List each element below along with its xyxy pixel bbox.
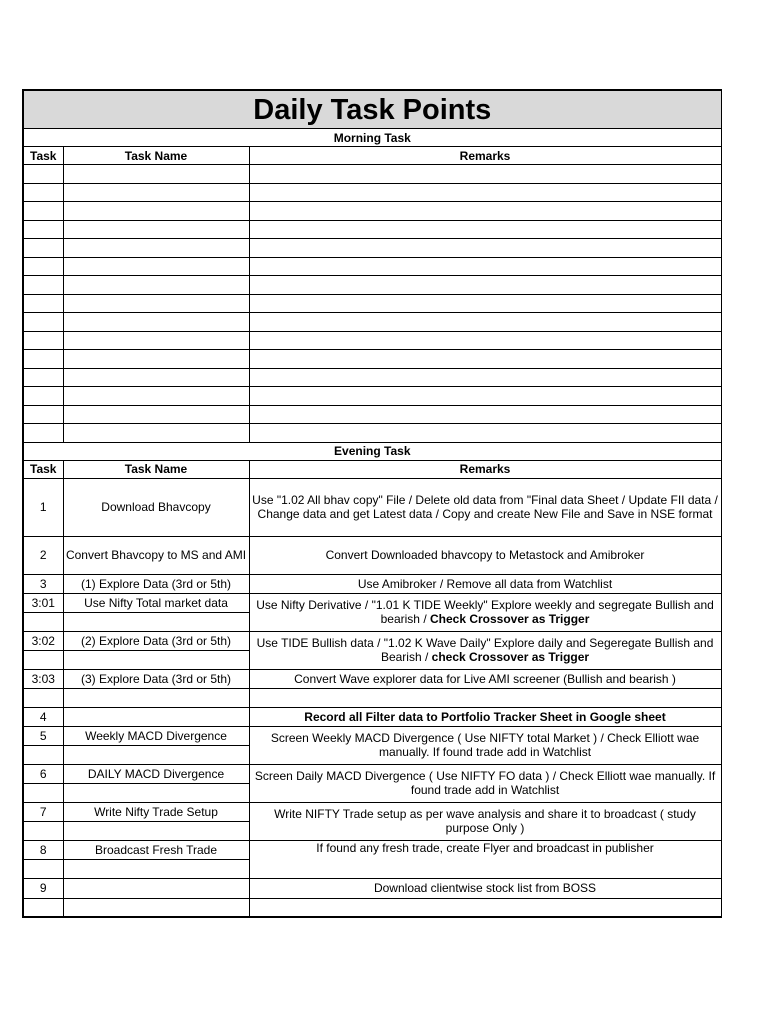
table-row <box>23 313 721 332</box>
task-name-cell <box>63 183 249 202</box>
table-row <box>23 387 721 406</box>
remarks-cell <box>249 331 721 350</box>
task-cell <box>23 294 63 313</box>
task-name-cell: Write Nifty Trade Setup <box>63 802 249 821</box>
evening-section-label: Evening Task <box>23 442 721 460</box>
table-row <box>23 257 721 276</box>
table-row <box>23 631 721 650</box>
task-name-cell <box>63 707 249 726</box>
task-cell <box>23 745 63 764</box>
task-column-header: Task <box>23 147 63 165</box>
task-cell <box>23 331 63 350</box>
table-row <box>23 802 721 821</box>
task-cell <box>23 350 63 369</box>
task-cell: 3 <box>23 574 63 593</box>
morning-header-row <box>23 147 721 165</box>
task-name-cell <box>63 350 249 369</box>
remarks-text: Write NIFTY Trade setup as per wave analysis and share it to broadcast ( study purpose Only ) <box>274 807 696 835</box>
task-name-cell <box>63 276 249 295</box>
task-name-cell <box>63 612 249 631</box>
task-name-cell <box>63 405 249 424</box>
task-cell <box>23 368 63 387</box>
task-cell: 1 <box>23 478 63 536</box>
table-row <box>23 183 721 202</box>
task-name-cell <box>63 898 249 917</box>
remarks-cell <box>249 239 721 258</box>
table-row <box>23 574 721 593</box>
table-row <box>23 424 721 443</box>
remarks-cell <box>249 631 721 669</box>
table-row <box>23 688 721 707</box>
task-cell <box>23 821 63 840</box>
remarks-cell: Use Amibroker / Remove all data from Watchlist <box>249 574 721 593</box>
task-cell: 7 <box>23 802 63 821</box>
task-cell <box>23 405 63 424</box>
remarks-emphasis: Check Crossover as Trigger <box>429 612 590 626</box>
task-cell: 3:03 <box>23 669 63 688</box>
task-name-cell <box>63 165 249 184</box>
remarks-cell <box>249 313 721 332</box>
task-name-cell: Broadcast Fresh Trade <box>63 840 249 859</box>
table-row <box>23 331 721 350</box>
task-name-cell <box>63 688 249 707</box>
remarks-cell <box>249 840 721 878</box>
task-name-cell <box>63 294 249 313</box>
task-name-column-header: Task Name <box>63 460 249 478</box>
remarks-text: If found any fresh trade, create Flyer and broadcast in publisher <box>316 840 654 855</box>
daily-task-sheet <box>22 89 722 918</box>
remarks-cell <box>249 898 721 917</box>
task-name-cell <box>63 878 249 898</box>
remarks-text: Use TIDE Bullish data / "1.02 K Wave Daily" Explore daily and Segeregate Bullish and Bearish / <box>256 636 714 664</box>
task-cell: 6 <box>23 764 63 783</box>
table-row <box>23 220 721 239</box>
task-cell <box>23 859 63 878</box>
remarks-cell <box>249 405 721 424</box>
task-cell <box>23 688 63 707</box>
remarks-cell <box>249 802 721 840</box>
remarks-column-header: Remarks <box>249 147 721 165</box>
remarks-cell <box>249 350 721 369</box>
evening-task-rows <box>23 478 721 917</box>
task-cell: 3:02 <box>23 631 63 650</box>
page-title: Daily Task Points <box>23 90 721 129</box>
table-row <box>23 350 721 369</box>
remarks-cell <box>249 257 721 276</box>
table-row <box>23 368 721 387</box>
remarks-cell: Use "1.02 All bhav copy" File / Delete old data from "Final data Sheet / Update FII data / Change data and get Latest data / Copy and create New File and Save in NSE format <box>249 478 721 536</box>
table-row <box>23 276 721 295</box>
remarks-cell: Convert Downloaded bhavcopy to Metastock and Amibroker <box>249 536 721 574</box>
table-row <box>23 764 721 783</box>
task-name-cell: Convert Bhavcopy to MS and AMI <box>63 536 249 574</box>
morning-section-label: Morning Task <box>23 129 721 147</box>
remarks-cell: Convert Wave explorer data for Live AMI screener (Bullish and bearish ) <box>249 669 721 688</box>
remarks-emphasis: check Crossover as Trigger <box>431 650 590 664</box>
table-row <box>23 405 721 424</box>
task-name-cell: DAILY MACD Divergence <box>63 764 249 783</box>
task-cell <box>23 313 63 332</box>
task-name-cell: Weekly MACD Divergence <box>63 726 249 745</box>
table-row <box>23 707 721 726</box>
remarks-cell <box>249 165 721 184</box>
morning-task-rows <box>23 165 721 443</box>
task-name-column-header: Task Name <box>63 147 249 165</box>
table-row <box>23 878 721 898</box>
table-row <box>23 669 721 688</box>
task-cell <box>23 257 63 276</box>
remarks-cell <box>249 593 721 631</box>
task-name-cell <box>63 821 249 840</box>
task-name-cell: (1) Explore Data (3rd or 5th) <box>63 574 249 593</box>
remarks-cell <box>249 276 721 295</box>
task-name-cell <box>63 368 249 387</box>
table-row <box>23 593 721 612</box>
task-name-cell <box>63 650 249 669</box>
remarks-cell: Record all Filter data to Portfolio Tracker Sheet in Google sheet <box>249 707 721 726</box>
remarks-cell <box>249 202 721 221</box>
task-cell <box>23 220 63 239</box>
remarks-cell <box>249 368 721 387</box>
table-row <box>23 898 721 917</box>
task-name-cell <box>63 859 249 878</box>
task-cell <box>23 650 63 669</box>
task-name-cell <box>63 313 249 332</box>
task-name-cell <box>63 257 249 276</box>
task-cell: 3:01 <box>23 593 63 612</box>
remarks-text: Screen Daily MACD Divergence ( Use NIFTY FO data ) / Check Elliott wae manually. If found trade add in Watchlist <box>254 769 716 797</box>
task-name-cell <box>63 239 249 258</box>
task-cell <box>23 612 63 631</box>
task-name-cell: Use Nifty Total market data <box>63 593 249 612</box>
remarks-cell: Download clientwise stock list from BOSS <box>249 878 721 898</box>
task-cell <box>23 424 63 443</box>
task-cell: 4 <box>23 707 63 726</box>
task-cell <box>23 202 63 221</box>
task-name-cell <box>63 331 249 350</box>
remarks-cell <box>249 688 721 707</box>
task-name-cell <box>63 745 249 764</box>
remarks-cell <box>249 220 721 239</box>
remarks-cell <box>249 387 721 406</box>
task-cell <box>23 183 63 202</box>
table-row <box>23 840 721 859</box>
task-name-cell: Download Bhavcopy <box>63 478 249 536</box>
task-cell <box>23 239 63 258</box>
table-row <box>23 726 721 745</box>
task-cell <box>23 276 63 295</box>
remarks-cell <box>249 424 721 443</box>
remarks-cell <box>249 294 721 313</box>
table-row <box>23 478 721 536</box>
task-name-cell: (2) Explore Data (3rd or 5th) <box>63 631 249 650</box>
remarks-text: Use Nifty Derivative / "1.01 K TIDE Weekly" Explore weekly and segregate Bullish and bearish / <box>256 598 714 626</box>
evening-header-row <box>23 460 721 478</box>
remarks-column-header: Remarks <box>249 460 721 478</box>
task-cell <box>23 387 63 406</box>
task-cell <box>23 165 63 184</box>
task-cell: 9 <box>23 878 63 898</box>
task-name-cell <box>63 220 249 239</box>
table-row <box>23 294 721 313</box>
task-name-cell <box>63 202 249 221</box>
task-name-cell: (3) Explore Data (3rd or 5th) <box>63 669 249 688</box>
task-name-cell <box>63 387 249 406</box>
task-cell: 8 <box>23 840 63 859</box>
remarks-cell <box>249 183 721 202</box>
table-row <box>23 239 721 258</box>
task-cell: 5 <box>23 726 63 745</box>
task-cell <box>23 783 63 802</box>
remarks-text: Screen Weekly MACD Divergence ( Use NIFTY total Market ) / Check Elliott wae manually. If found trade add in Watchlist <box>270 731 700 759</box>
table-row <box>23 202 721 221</box>
task-cell: 2 <box>23 536 63 574</box>
task-cell <box>23 898 63 917</box>
task-name-cell <box>63 424 249 443</box>
remarks-cell <box>249 726 721 764</box>
task-column-header: Task <box>23 460 63 478</box>
table-row <box>23 536 721 574</box>
table-row <box>23 165 721 184</box>
task-name-cell <box>63 783 249 802</box>
remarks-cell <box>249 764 721 802</box>
